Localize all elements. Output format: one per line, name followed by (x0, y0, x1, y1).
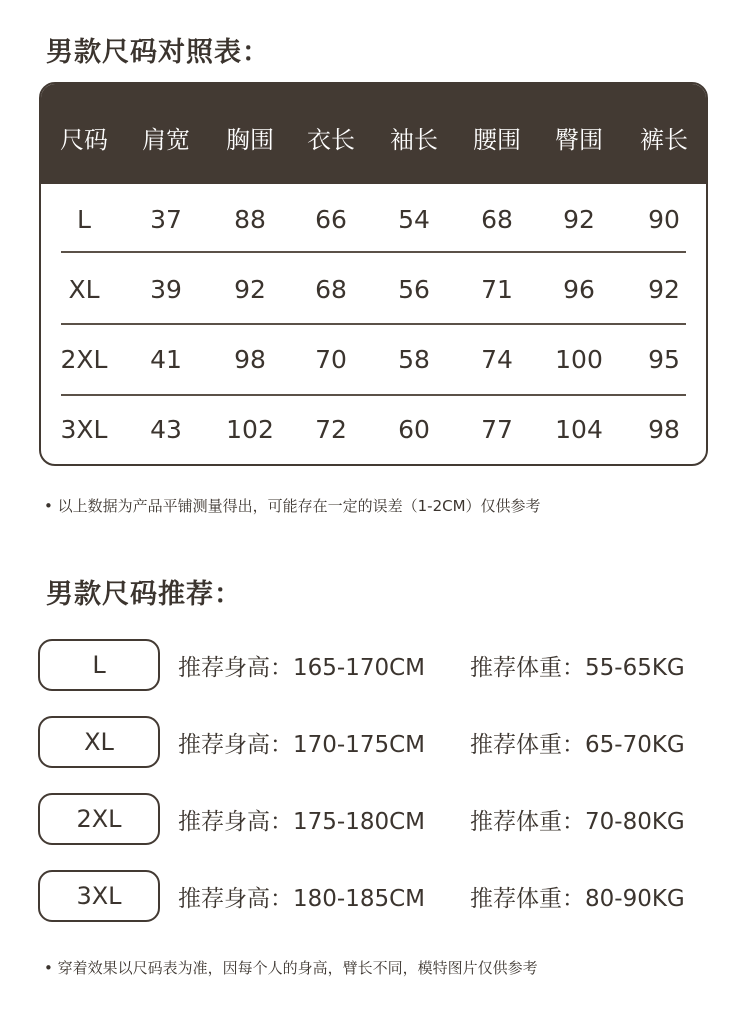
cell-shoulder: 39 (150, 275, 182, 304)
header-shoulder: 肩宽 (142, 126, 190, 154)
size-chart-title: 男款尺码对照表： (46, 37, 270, 68)
recommend-row-2xl (38, 793, 718, 845)
header-size: 尺码 (60, 126, 108, 154)
cell-size: 3XL (60, 415, 108, 444)
header-hip: 臀围 (555, 126, 603, 154)
recommend-height: 推荐身高：170-175CM (178, 732, 426, 758)
cell-hip: 100 (555, 345, 603, 374)
cell-size: XL (68, 275, 100, 304)
cell-sleeve: 60 (398, 415, 430, 444)
header-sleeve: 袖长 (390, 126, 438, 154)
size-badge-xl: XL (38, 716, 160, 768)
cell-length: 68 (315, 275, 347, 304)
table-row (41, 255, 706, 325)
recommend-weight: 推荐体重：65-70KG (470, 732, 685, 758)
cell-shoulder: 43 (150, 415, 182, 444)
recommend-weight: 推荐体重：55-65KG (470, 655, 685, 681)
recommend-row-l (38, 639, 718, 691)
size-badge-3xl: 3XL (38, 870, 160, 922)
cell-shoulder: 41 (150, 345, 182, 374)
cell-pants-length: 92 (648, 275, 680, 304)
cell-size: 2XL (60, 345, 108, 374)
cell-chest: 98 (234, 345, 266, 374)
header-waist: 腰围 (473, 126, 521, 154)
cell-chest: 102 (226, 415, 274, 444)
cell-sleeve: 56 (398, 275, 430, 304)
recommend-row-xl (38, 716, 718, 768)
table-row (41, 325, 706, 395)
cell-shoulder: 37 (150, 205, 182, 234)
cell-length: 66 (315, 205, 347, 234)
cell-pants-length: 95 (648, 345, 680, 374)
measurement-note: • 以上数据为产品平铺测量得出，可能存在一定的误差（1-2CM）仅供参考 (44, 497, 541, 515)
cell-size: L (77, 205, 91, 234)
fit-note: • 穿着效果以尺码表为准，因每个人的身高，臂长不同，模特图片仅供参考 (44, 959, 538, 977)
header-chest: 胸围 (226, 126, 274, 154)
cell-length: 72 (315, 415, 347, 444)
recommend-row-3xl (38, 870, 718, 922)
recommend-weight: 推荐体重：70-80KG (470, 809, 685, 835)
header-length: 衣长 (307, 126, 355, 154)
cell-hip: 104 (555, 415, 603, 444)
recommend-height: 推荐身高：165-170CM (178, 655, 426, 681)
cell-pants-length: 98 (648, 415, 680, 444)
cell-hip: 96 (563, 275, 595, 304)
cell-waist: 68 (481, 205, 513, 234)
cell-hip: 92 (563, 205, 595, 234)
cell-length: 70 (315, 345, 347, 374)
row-divider (61, 251, 686, 253)
table-row (41, 185, 706, 255)
cell-pants-length: 90 (648, 205, 680, 234)
cell-waist: 77 (481, 415, 513, 444)
recommend-height: 推荐身高：175-180CM (178, 809, 426, 835)
cell-waist: 71 (481, 275, 513, 304)
table-row (41, 395, 706, 465)
cell-sleeve: 54 (398, 205, 430, 234)
recommend-weight: 推荐体重：80-90KG (470, 886, 685, 912)
cell-chest: 88 (234, 205, 266, 234)
cell-chest: 92 (234, 275, 266, 304)
cell-waist: 74 (481, 345, 513, 374)
size-recommend-title: 男款尺码推荐： (46, 579, 242, 610)
recommend-height: 推荐身高：180-185CM (178, 886, 426, 912)
size-chart-table (39, 82, 708, 466)
header-pants-length: 裤长 (640, 126, 688, 154)
table-header (41, 84, 706, 184)
cell-sleeve: 58 (398, 345, 430, 374)
size-badge-2xl: 2XL (38, 793, 160, 845)
size-badge-l: L (38, 639, 160, 691)
